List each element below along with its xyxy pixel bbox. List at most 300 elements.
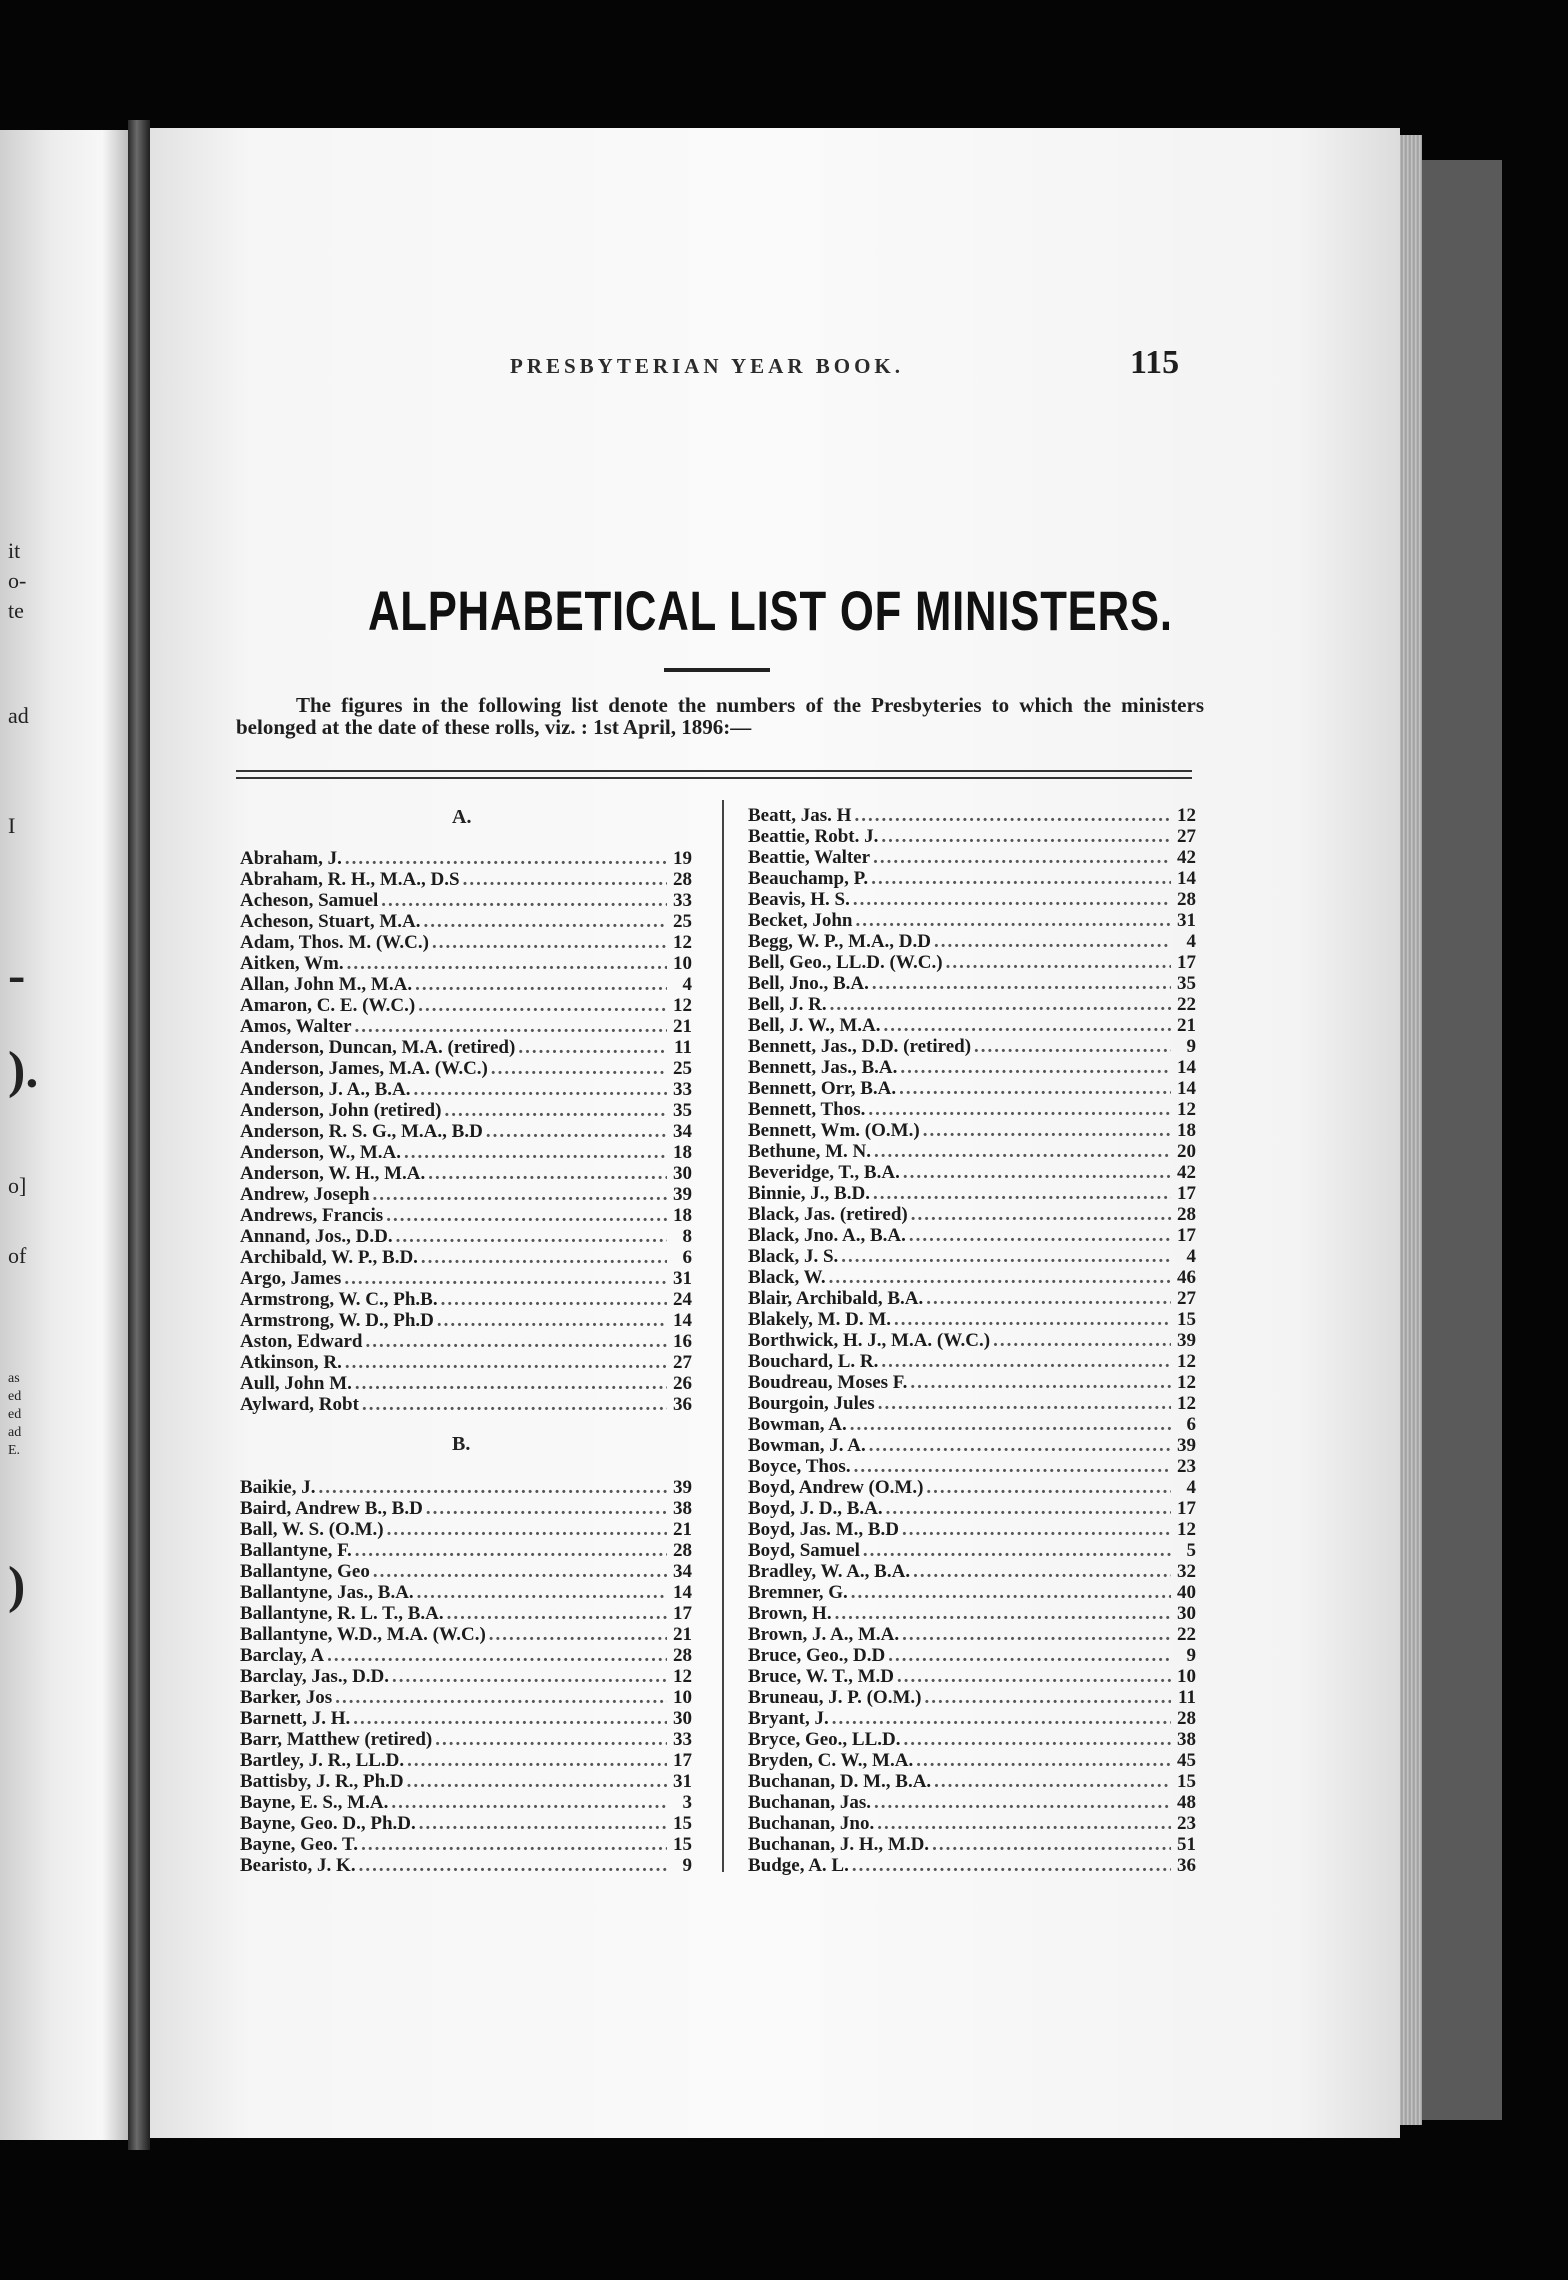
presbytery-number: 11 — [1178, 1687, 1196, 1708]
presbytery-number: 34 — [673, 1561, 692, 1582]
minister-entry — [240, 1016, 692, 1037]
minister-entry — [240, 1163, 692, 1184]
minister-entry — [748, 1183, 1196, 1204]
minister-entry — [240, 1582, 692, 1603]
left-page-fragment: it — [8, 538, 21, 563]
dot-leader — [426, 1498, 667, 1519]
minister-name: Bouchard, L. R. — [748, 1351, 879, 1372]
presbytery-number: 39 — [1177, 1435, 1196, 1456]
dot-leader — [900, 1057, 1171, 1078]
presbytery-number: 31 — [673, 1268, 692, 1289]
presbytery-number: 14 — [1177, 1078, 1196, 1099]
dot-leader — [381, 890, 667, 911]
dot-leader — [903, 1162, 1171, 1183]
minister-entry — [748, 826, 1196, 847]
dot-leader — [387, 1519, 667, 1540]
dot-leader — [934, 1771, 1171, 1792]
dot-leader — [345, 848, 667, 869]
minister-entry — [240, 1121, 692, 1142]
minister-name: Bennett, Wm. (O.M.) — [748, 1120, 920, 1141]
minister-entry — [240, 953, 692, 974]
dot-leader — [344, 1268, 667, 1289]
dot-leader — [419, 1813, 667, 1834]
dot-leader — [911, 1204, 1171, 1225]
dot-leader — [361, 1834, 667, 1855]
presbytery-number: 28 — [673, 1540, 692, 1561]
dot-leader — [418, 995, 667, 1016]
minister-entry — [748, 805, 1196, 826]
minister-name: Beavis, H. S. — [748, 889, 850, 910]
minister-entry — [240, 911, 692, 932]
minister-name: Boyd, Jas. M., B.D — [748, 1519, 899, 1540]
presbytery-number: 15 — [1177, 1771, 1196, 1792]
dot-leader — [345, 1352, 667, 1373]
presbytery-number: 15 — [673, 1834, 692, 1855]
minister-entry — [240, 1519, 692, 1540]
minister-entry — [240, 1331, 692, 1352]
presbytery-number: 25 — [673, 911, 692, 932]
dot-leader — [362, 1394, 667, 1415]
minister-name: Amos, Walter — [240, 1016, 352, 1037]
minister-name: Bartley, J. R., LL.D. — [240, 1750, 405, 1771]
minister-entry — [240, 1603, 692, 1624]
left-page-fragment: ed — [8, 1389, 22, 1404]
minister-entry — [748, 1561, 1196, 1582]
presbytery-number: 42 — [1177, 847, 1196, 868]
dot-leader — [897, 1666, 1171, 1687]
title-rule — [664, 668, 770, 672]
minister-entry — [748, 1456, 1196, 1477]
minister-entry — [240, 1729, 692, 1750]
column-divider — [722, 800, 724, 1872]
dot-leader — [518, 1037, 667, 1058]
minister-name: Aylward, Robt — [240, 1394, 359, 1415]
presbytery-number: 28 — [1177, 1204, 1196, 1225]
dot-leader — [894, 1309, 1171, 1330]
minister-entry — [748, 1519, 1196, 1540]
presbytery-number: 17 — [1177, 1498, 1196, 1519]
minister-entry — [748, 1078, 1196, 1099]
minister-entry — [748, 1729, 1196, 1750]
dot-leader — [923, 1120, 1171, 1141]
minister-entry — [748, 868, 1196, 889]
dot-leader — [435, 1729, 667, 1750]
minister-entry — [240, 974, 692, 995]
presbytery-number: 15 — [1177, 1309, 1196, 1330]
dot-leader — [392, 1666, 667, 1687]
minister-entry — [748, 1687, 1196, 1708]
minister-name: Argo, James — [240, 1268, 342, 1289]
minister-entry — [748, 1477, 1196, 1498]
minister-name: Anderson, James, M.A. (W.C.) — [240, 1058, 488, 1079]
minister-entry — [240, 890, 692, 911]
dot-leader — [868, 1099, 1171, 1120]
presbytery-number: 18 — [673, 1142, 692, 1163]
presbytery-number: 12 — [1177, 805, 1196, 826]
minister-name: Anderson, Duncan, M.A. (retired) — [240, 1037, 516, 1058]
minister-entry — [748, 1582, 1196, 1603]
dot-leader — [853, 889, 1171, 910]
minister-name: Brown, J. A., M.A. — [748, 1624, 900, 1645]
presbytery-number: 14 — [1177, 1057, 1196, 1078]
minister-entry — [240, 1394, 692, 1415]
presbytery-number: 19 — [673, 848, 692, 869]
minister-name: Acheson, Stuart, M.A. — [240, 911, 421, 932]
minister-name: Bourgoin, Jules — [748, 1393, 875, 1414]
presbytery-number: 12 — [1177, 1372, 1196, 1393]
minister-name: Bruneau, J. P. (O.M.) — [748, 1687, 922, 1708]
presbytery-number: 4 — [1186, 931, 1196, 952]
dot-leader — [899, 1078, 1171, 1099]
minister-name: Buchanan, Jno. — [748, 1813, 875, 1834]
minister-entry — [240, 1184, 692, 1205]
presbytery-number: 38 — [1177, 1729, 1196, 1750]
minister-entry — [240, 1226, 692, 1247]
minister-entry — [240, 1645, 692, 1666]
presbytery-number: 46 — [1177, 1267, 1196, 1288]
presbytery-number: 26 — [673, 1373, 692, 1394]
minister-name: Battisby, J. R., Ph.D — [240, 1771, 404, 1792]
presbytery-number: 23 — [1177, 1456, 1196, 1477]
presbytery-number: 39 — [1177, 1330, 1196, 1351]
minister-entry — [748, 1141, 1196, 1162]
minister-entry — [748, 1435, 1196, 1456]
minister-entry — [240, 1100, 692, 1121]
minister-entry — [748, 889, 1196, 910]
minister-name: Bruce, W. T., M.D — [748, 1666, 895, 1687]
minister-entry — [748, 1792, 1196, 1813]
minister-name: Allan, John M., M.A. — [240, 974, 413, 995]
minister-name: Bell, J. W., M.A. — [748, 1015, 881, 1036]
minister-name: Annand, Jos., D.D. — [240, 1226, 393, 1247]
dot-leader — [874, 1141, 1171, 1162]
presbytery-number: 11 — [674, 1037, 692, 1058]
minister-entry — [240, 995, 692, 1016]
minister-entry — [748, 1246, 1196, 1267]
minister-entry — [240, 1247, 692, 1268]
presbytery-number: 31 — [673, 1771, 692, 1792]
presbytery-number: 33 — [673, 1729, 692, 1750]
minister-name: Begg, W. P., M.A., D.D — [748, 931, 931, 952]
dot-leader — [365, 1331, 667, 1352]
minister-entry — [240, 1624, 692, 1645]
presbytery-number: 20 — [1177, 1141, 1196, 1162]
minister-entry — [748, 1708, 1196, 1729]
presbytery-number: 48 — [1177, 1792, 1196, 1813]
presbytery-number: 5 — [1186, 1540, 1196, 1561]
minister-entry — [240, 1079, 692, 1100]
dot-leader — [424, 911, 668, 932]
presbytery-number: 33 — [673, 1079, 692, 1100]
minister-entry — [240, 1310, 692, 1331]
minister-name: Anderson, J. A., B.A. — [240, 1079, 411, 1100]
presbytery-number: 36 — [673, 1394, 692, 1415]
dot-leader — [934, 931, 1171, 952]
minister-name: Abraham, R. H., M.A., D.S — [240, 869, 460, 890]
minister-name: Ballantyne, R. L. T., B.A. — [240, 1603, 444, 1624]
minister-entry — [240, 1771, 692, 1792]
dot-leader — [396, 1226, 667, 1247]
presbytery-number: 22 — [1177, 994, 1196, 1015]
dot-leader — [883, 1015, 1171, 1036]
presbytery-number: 12 — [1177, 1519, 1196, 1540]
presbytery-number: 39 — [673, 1184, 692, 1205]
dot-leader — [881, 826, 1171, 847]
minister-name: Barker, Jos — [240, 1687, 333, 1708]
presbytery-number: 36 — [1177, 1855, 1196, 1876]
dot-leader — [874, 1792, 1171, 1813]
minister-name: Anderson, W. H., M.A. — [240, 1163, 426, 1184]
presbytery-number: 17 — [673, 1603, 692, 1624]
minister-name: Beattie, Walter — [748, 847, 871, 868]
minister-name: Ballantyne, W.D., M.A. (W.C.) — [240, 1624, 486, 1645]
running-head: PRESBYTERIAN YEAR BOOK. — [510, 354, 905, 378]
presbytery-number: 21 — [1177, 1015, 1196, 1036]
presbytery-number: 12 — [673, 995, 692, 1016]
minister-name: Beatt, Jas. H — [748, 805, 852, 826]
minister-name: Bethune, M. N. — [748, 1141, 871, 1162]
minister-entry — [748, 1204, 1196, 1225]
minister-name: Beauchamp, P. — [748, 868, 869, 889]
dot-leader — [463, 869, 667, 890]
minister-entry — [748, 1015, 1196, 1036]
minister-entry — [240, 932, 692, 953]
left-page-fragment: - — [8, 947, 26, 1004]
minister-entry — [748, 847, 1196, 868]
dot-leader — [877, 1813, 1171, 1834]
minister-name: Bryden, C. W., M.A. — [748, 1750, 914, 1771]
presbytery-number: 27 — [1177, 1288, 1196, 1309]
dot-leader — [926, 1288, 1171, 1309]
minister-name: Bryce, Geo., LL.D. — [748, 1729, 901, 1750]
minister-name: Andrew, Joseph — [240, 1184, 370, 1205]
minister-name: Bayne, E. S., M.A. — [240, 1792, 389, 1813]
minister-name: Boyd, J. D., B.A. — [748, 1498, 883, 1519]
minister-entry — [748, 973, 1196, 994]
minister-entry — [748, 1813, 1196, 1834]
presbytery-number: 28 — [1177, 1708, 1196, 1729]
presbytery-number: 28 — [673, 1645, 692, 1666]
left-page-fragment: ) — [8, 1557, 26, 1614]
presbytery-number: 27 — [1177, 826, 1196, 847]
minister-entry — [240, 1205, 692, 1226]
presbytery-number: 30 — [673, 1163, 692, 1184]
minister-entry — [748, 1036, 1196, 1057]
minister-entry — [240, 1687, 692, 1708]
dot-leader — [872, 973, 1171, 994]
presbytery-number: 34 — [673, 1121, 692, 1142]
top-rule — [236, 770, 1192, 772]
dot-leader — [888, 1645, 1171, 1666]
minister-name: Bennett, Jas., B.A. — [748, 1057, 898, 1078]
minister-entry — [240, 1855, 692, 1876]
minister-entry — [748, 1645, 1196, 1666]
minister-entry — [748, 1666, 1196, 1687]
dot-leader — [909, 1225, 1171, 1246]
presbytery-number: 39 — [673, 1477, 692, 1498]
minister-entry — [240, 1058, 692, 1079]
minister-name: Bearisto, J. K. — [240, 1855, 356, 1876]
left-page-fragment: te — [8, 598, 24, 623]
minister-name: Boyce, Thos. — [748, 1456, 851, 1477]
minister-entry — [748, 931, 1196, 952]
dot-leader — [327, 1645, 667, 1666]
left-page-fragment: of — [8, 1243, 27, 1268]
presbytery-number: 4 — [1186, 1477, 1196, 1498]
presbytery-number: 35 — [673, 1100, 692, 1121]
minister-name: Atkinson, R. — [240, 1352, 342, 1373]
minister-entry — [748, 1498, 1196, 1519]
dot-leader — [417, 1582, 667, 1603]
minister-name: Blakely, M. D. M. — [748, 1309, 892, 1330]
dot-leader — [873, 1183, 1171, 1204]
left-page-fragment: ad — [8, 703, 29, 728]
minister-name: Budge, A. L. — [748, 1855, 849, 1876]
minister-entry — [748, 1372, 1196, 1393]
top-rule-secondary — [236, 777, 1192, 779]
presbytery-number: 10 — [673, 1687, 692, 1708]
presbytery-number: 32 — [1177, 1561, 1196, 1582]
dot-leader — [486, 1121, 667, 1142]
dot-leader — [444, 1100, 667, 1121]
minister-name: Borthwick, H. J., M.A. (W.C.) — [748, 1330, 991, 1351]
minister-entry — [748, 1834, 1196, 1855]
dot-leader — [353, 1708, 667, 1729]
dot-leader — [373, 1561, 667, 1582]
dot-leader — [902, 1519, 1171, 1540]
presbytery-number: 12 — [1177, 1393, 1196, 1414]
presbytery-number: 17 — [1177, 1183, 1196, 1204]
minister-entry — [748, 1771, 1196, 1792]
left-page-fragment: as — [8, 1371, 20, 1386]
minister-name: Black, Jas. (retired) — [748, 1204, 908, 1225]
dot-leader — [932, 1834, 1171, 1855]
minister-name: Baird, Andrew B., B.D — [240, 1498, 423, 1519]
presbytery-number: 14 — [673, 1582, 692, 1603]
presbytery-number: 21 — [673, 1519, 692, 1540]
minister-entry — [240, 1037, 692, 1058]
intro-paragraph: The figures in the following list denote the numbers of the Presbyteries to which the ministers belonged at the date of these rolls, viz. : 1st April, 1896:— — [236, 693, 1204, 739]
dot-leader — [854, 805, 1171, 826]
dot-leader — [832, 1708, 1171, 1729]
dot-leader — [913, 1561, 1171, 1582]
page-number: 115 — [1130, 344, 1180, 381]
presbytery-number: 17 — [673, 1750, 692, 1771]
minister-name: Ball, W. S. (O.M.) — [240, 1519, 384, 1540]
presbytery-number: 14 — [673, 1310, 692, 1331]
dot-leader — [863, 1540, 1171, 1561]
presbytery-number: 10 — [673, 953, 692, 974]
dot-leader — [878, 1393, 1171, 1414]
minister-entry — [748, 952, 1196, 973]
dot-leader — [373, 1184, 667, 1205]
presbytery-number: 23 — [1177, 1813, 1196, 1834]
minister-name: Archibald, W. P., B.D. — [240, 1247, 418, 1268]
minister-entry — [748, 1330, 1196, 1351]
presbytery-number: 17 — [1177, 952, 1196, 973]
minister-name: Bowman, A. — [748, 1414, 847, 1435]
page-title: ALPHABETICAL LIST OF MINISTERS. — [367, 579, 1173, 642]
dot-leader — [993, 1330, 1171, 1351]
left-page-fragment: o- — [8, 568, 27, 593]
presbytery-number: 4 — [1186, 1246, 1196, 1267]
minister-entry — [240, 1373, 692, 1394]
dot-leader — [902, 1624, 1171, 1645]
presbytery-number: 12 — [1177, 1099, 1196, 1120]
presbytery-number: 35 — [1177, 973, 1196, 994]
dot-leader — [910, 1372, 1171, 1393]
presbytery-number: 31 — [1177, 910, 1196, 931]
section-letter: A. — [452, 806, 472, 828]
minister-name: Boyd, Samuel — [748, 1540, 860, 1561]
minister-name: Buchanan, D. M., B.A. — [748, 1771, 932, 1792]
minister-name: Adam, Thos. M. (W.C.) — [240, 932, 429, 953]
dot-leader — [404, 1142, 667, 1163]
dot-leader — [829, 1267, 1171, 1288]
dot-leader — [974, 1036, 1171, 1057]
minister-entry — [240, 1813, 692, 1834]
minister-entry — [240, 1498, 692, 1519]
minister-entry — [748, 1750, 1196, 1771]
dot-leader — [432, 932, 667, 953]
minister-entry — [240, 1477, 692, 1498]
left-page-fragment: E. — [8, 1443, 21, 1458]
dot-leader — [407, 1771, 667, 1792]
dot-leader — [850, 1414, 1171, 1435]
minister-name: Blair, Archibald, B.A. — [748, 1288, 924, 1309]
minister-name: Ballantyne, Geo — [240, 1561, 370, 1582]
presbytery-number: 4 — [682, 974, 692, 995]
presbytery-number: 25 — [673, 1058, 692, 1079]
minister-name: Becket, John — [748, 910, 853, 931]
dot-leader — [926, 1477, 1171, 1498]
dot-leader — [830, 994, 1171, 1015]
presbytery-number: 33 — [673, 890, 692, 911]
minister-name: Bayne, Geo. T. — [240, 1834, 359, 1855]
presbytery-number: 17 — [1177, 1225, 1196, 1246]
dot-leader — [873, 847, 1171, 868]
minister-name: Bryant, J. — [748, 1708, 829, 1729]
dot-leader — [924, 1687, 1171, 1708]
dot-leader — [318, 1477, 667, 1498]
minister-name: Bell, J. R. — [748, 994, 827, 1015]
dot-leader — [391, 1792, 667, 1813]
presbytery-number: 12 — [673, 1666, 692, 1687]
minister-name: Boudreau, Moses F. — [748, 1372, 908, 1393]
presbytery-number: 15 — [673, 1813, 692, 1834]
minister-name: Beveridge, T., B.A. — [748, 1162, 900, 1183]
minister-name: Barclay, A — [240, 1645, 325, 1666]
dot-leader — [852, 1855, 1171, 1876]
dot-leader — [414, 1079, 668, 1100]
book-gutter — [128, 120, 150, 2150]
dot-leader — [421, 1247, 667, 1268]
presbytery-number: 12 — [673, 932, 692, 953]
presbytery-number: 18 — [673, 1205, 692, 1226]
presbytery-number: 9 — [1186, 1645, 1196, 1666]
presbytery-number: 22 — [1177, 1624, 1196, 1645]
minister-entry — [748, 1351, 1196, 1372]
dot-leader — [359, 1855, 667, 1876]
minister-name: Aull, John M. — [240, 1373, 352, 1394]
dot-leader — [851, 1582, 1171, 1603]
minister-name: Ballantyne, Jas., B.A. — [240, 1582, 414, 1603]
minister-entry — [748, 1309, 1196, 1330]
minister-entry — [748, 1120, 1196, 1141]
minister-name: Aston, Edward — [240, 1331, 363, 1352]
dot-leader — [916, 1750, 1171, 1771]
minister-entry — [240, 1666, 692, 1687]
